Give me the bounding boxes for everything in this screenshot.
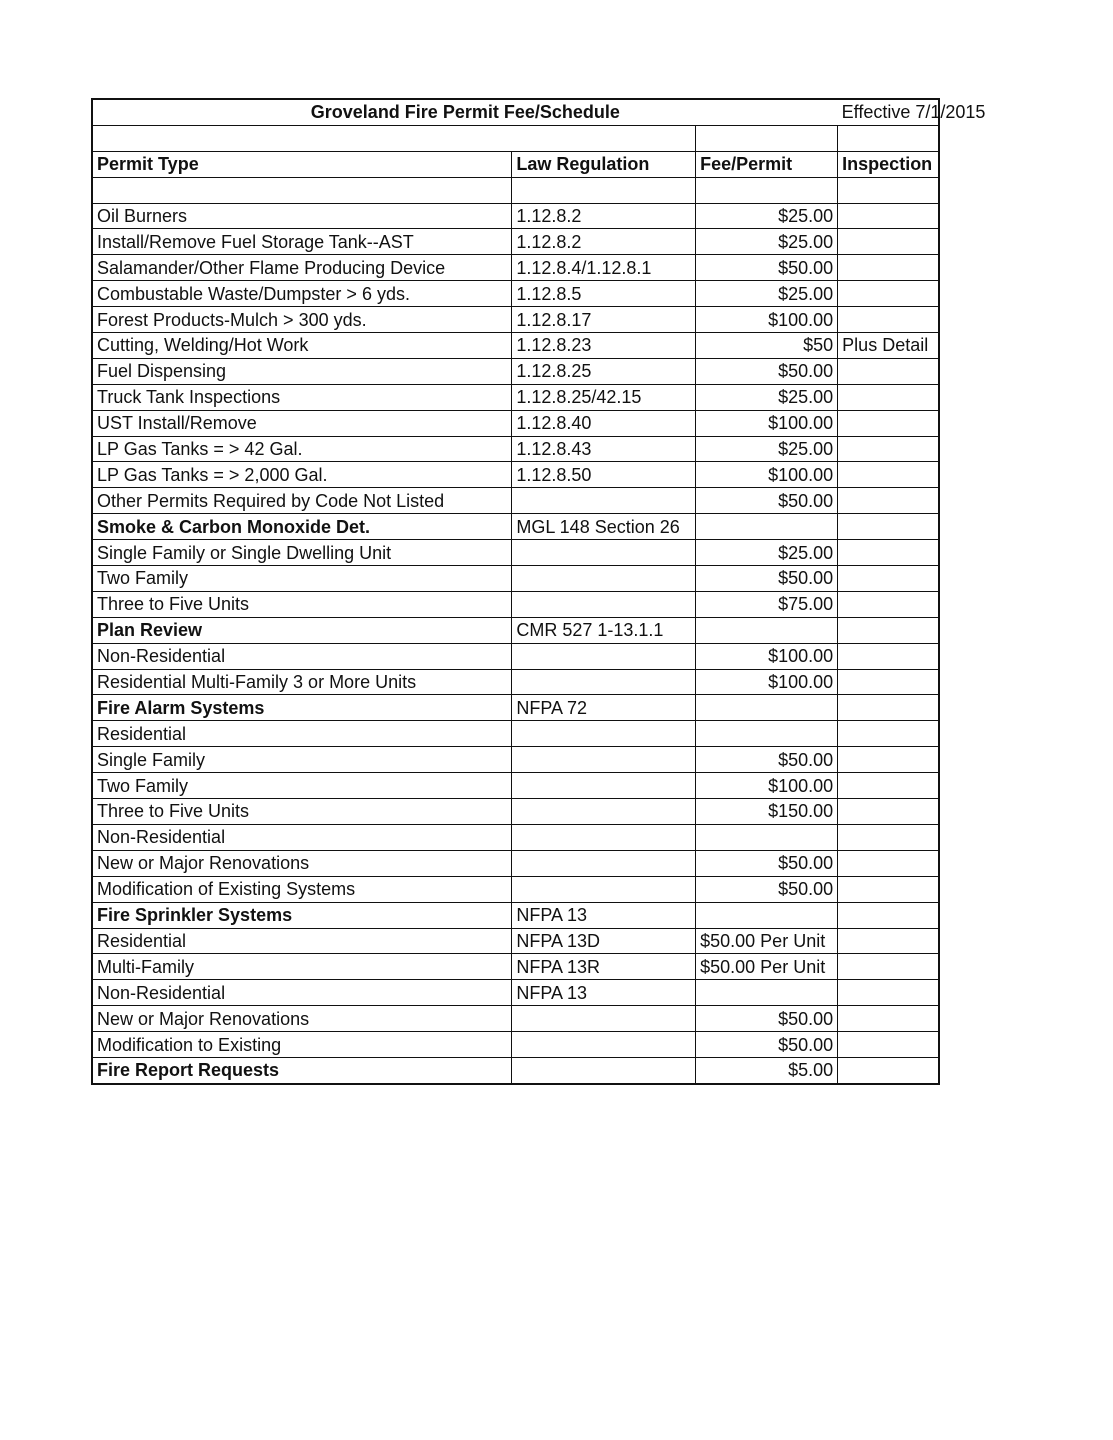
law-regulation-cell: NFPA 13R — [512, 954, 696, 980]
permit-type-cell: Non-Residential — [92, 824, 512, 850]
inspection-cell — [838, 591, 939, 617]
table-row — [92, 902, 939, 928]
permit-type-cell: Fire Alarm Systems — [92, 695, 512, 721]
fee-schedule-table — [91, 98, 986, 1085]
fee-schedule-sheet — [91, 98, 986, 1085]
law-regulation-cell: 1.12.8.25 — [512, 358, 696, 384]
header-law-regulation: Law Regulation — [512, 151, 696, 177]
table-row — [92, 410, 939, 436]
fee-cell: $100.00 — [696, 669, 838, 695]
inspection-cell — [838, 902, 939, 928]
permit-type-cell: Modification of Existing Systems — [92, 876, 512, 902]
law-regulation-cell — [512, 591, 696, 617]
table-row — [92, 695, 939, 721]
table-row — [92, 255, 939, 281]
law-regulation-cell — [512, 488, 696, 514]
inspection-cell — [838, 514, 939, 540]
fee-cell — [696, 721, 838, 747]
table-row — [92, 721, 939, 747]
law-regulation-cell: MGL 148 Section 26 — [512, 514, 696, 540]
permit-type-cell: Modification to Existing — [92, 1032, 512, 1058]
inspection-cell — [838, 669, 939, 695]
table-row — [92, 591, 939, 617]
blank-row — [92, 125, 939, 151]
permit-type-cell: Plan Review — [92, 617, 512, 643]
fee-cell: $25.00 — [696, 229, 838, 255]
table-row — [92, 488, 939, 514]
inspection-cell — [838, 462, 939, 488]
fee-cell — [696, 980, 838, 1006]
law-regulation-cell: 1.12.8.43 — [512, 436, 696, 462]
law-regulation-cell — [512, 540, 696, 566]
fee-cell — [696, 902, 838, 928]
permit-type-cell: LP Gas Tanks = > 42 Gal. — [92, 436, 512, 462]
law-regulation-cell: NFPA 72 — [512, 695, 696, 721]
law-regulation-cell: NFPA 13D — [512, 928, 696, 954]
law-regulation-cell: 1.12.8.5 — [512, 281, 696, 307]
permit-type-cell: Cutting, Welding/Hot Work — [92, 333, 512, 359]
permit-type-cell: Forest Products-Mulch > 300 yds. — [92, 307, 512, 333]
law-regulation-cell: 1.12.8.25/42.15 — [512, 384, 696, 410]
permit-type-cell: Fuel Dispensing — [92, 358, 512, 384]
permit-type-cell: Residential — [92, 928, 512, 954]
table-row — [92, 980, 939, 1006]
permit-type-cell: Single Family or Single Dwelling Unit — [92, 540, 512, 566]
inspection-cell — [838, 1006, 939, 1032]
inspection-cell — [838, 980, 939, 1006]
law-regulation-cell — [512, 799, 696, 825]
law-regulation-cell — [512, 824, 696, 850]
permit-type-cell: Single Family — [92, 747, 512, 773]
permit-type-cell: Salamander/Other Flame Producing Device — [92, 255, 512, 281]
fee-cell: $50.00 — [696, 488, 838, 514]
permit-type-cell: UST Install/Remove — [92, 410, 512, 436]
table-row — [92, 824, 939, 850]
fee-cell: $50 — [696, 333, 838, 359]
permit-type-cell: Residential Multi-Family 3 or More Units — [92, 669, 512, 695]
law-regulation-cell: NFPA 13 — [512, 902, 696, 928]
title-row — [92, 99, 939, 125]
inspection-cell — [838, 799, 939, 825]
law-regulation-cell — [512, 773, 696, 799]
permit-type-cell: LP Gas Tanks = > 2,000 Gal. — [92, 462, 512, 488]
law-regulation-cell: 1.12.8.2 — [512, 203, 696, 229]
permit-type-cell: Oil Burners — [92, 203, 512, 229]
law-regulation-cell — [512, 1006, 696, 1032]
table-row — [92, 850, 939, 876]
law-regulation-cell: 1.12.8.17 — [512, 307, 696, 333]
permit-type-cell: Three to Five Units — [92, 591, 512, 617]
inspection-cell — [838, 410, 939, 436]
inspection-cell — [838, 540, 939, 566]
permit-type-cell: Three to Five Units — [92, 799, 512, 825]
permit-type-cell: Fire Report Requests — [92, 1057, 512, 1083]
table-row — [92, 358, 939, 384]
table-row — [92, 281, 939, 307]
law-regulation-cell — [512, 876, 696, 902]
law-regulation-cell — [512, 850, 696, 876]
law-regulation-cell — [512, 721, 696, 747]
law-regulation-cell: 1.12.8.4/1.12.8.1 — [512, 255, 696, 281]
fee-cell: $25.00 — [696, 384, 838, 410]
fee-cell: $50.00 — [696, 876, 838, 902]
permit-type-cell: Multi-Family — [92, 954, 512, 980]
fee-cell: $75.00 — [696, 591, 838, 617]
table-row — [92, 799, 939, 825]
law-regulation-cell — [512, 1057, 696, 1083]
header-row — [92, 151, 939, 177]
permit-type-cell: Fire Sprinkler Systems — [92, 902, 512, 928]
table-row — [92, 462, 939, 488]
permit-type-cell: Combustable Waste/Dumpster > 6 yds. — [92, 281, 512, 307]
permit-type-cell: New or Major Renovations — [92, 1006, 512, 1032]
law-regulation-cell — [512, 566, 696, 592]
fee-cell: $25.00 — [696, 436, 838, 462]
law-regulation-cell — [512, 747, 696, 773]
fee-cell: $25.00 — [696, 203, 838, 229]
inspection-cell — [838, 203, 939, 229]
fee-cell: $50.00 Per Unit — [696, 928, 838, 954]
law-regulation-cell: 1.12.8.50 — [512, 462, 696, 488]
inspection-cell — [838, 436, 939, 462]
fee-cell: $50.00 — [696, 255, 838, 281]
inspection-cell — [838, 954, 939, 980]
table-row — [92, 1032, 939, 1058]
permit-type-cell: Residential — [92, 721, 512, 747]
table-row — [92, 307, 939, 333]
header-fee-permit: Fee/Permit — [696, 151, 838, 177]
inspection-cell — [838, 281, 939, 307]
fee-cell — [696, 617, 838, 643]
header-permit-type: Permit Type — [92, 151, 512, 177]
permit-type-cell: Smoke & Carbon Monoxide Det. — [92, 514, 512, 540]
table-row — [92, 514, 939, 540]
law-regulation-cell — [512, 669, 696, 695]
law-regulation-cell: 1.12.8.2 — [512, 229, 696, 255]
fee-cell — [696, 514, 838, 540]
permit-type-cell: Non-Residential — [92, 980, 512, 1006]
inspection-cell — [838, 824, 939, 850]
inspection-cell — [838, 229, 939, 255]
fee-cell: $100.00 — [696, 643, 838, 669]
inspection-cell — [838, 384, 939, 410]
fee-cell — [696, 695, 838, 721]
table-row — [92, 540, 939, 566]
inspection-cell — [838, 928, 939, 954]
fee-cell: $100.00 — [696, 307, 838, 333]
table-row — [92, 747, 939, 773]
fee-cell: $25.00 — [696, 540, 838, 566]
inspection-cell — [838, 721, 939, 747]
table-row — [92, 669, 939, 695]
fee-cell — [696, 824, 838, 850]
permit-type-cell: Install/Remove Fuel Storage Tank--AST — [92, 229, 512, 255]
table-row — [92, 203, 939, 229]
law-regulation-cell — [512, 1032, 696, 1058]
law-regulation-cell: CMR 527 1-13.1.1 — [512, 617, 696, 643]
inspection-cell — [838, 307, 939, 333]
table-row — [92, 1006, 939, 1032]
fee-cell: $100.00 — [696, 773, 838, 799]
fee-cell: $100.00 — [696, 462, 838, 488]
permit-type-cell: Truck Tank Inspections — [92, 384, 512, 410]
permit-type-cell: Two Family — [92, 566, 512, 592]
inspection-cell — [838, 773, 939, 799]
law-regulation-cell — [512, 643, 696, 669]
table-row — [92, 1057, 939, 1083]
fee-cell: $50.00 — [696, 358, 838, 384]
law-regulation-cell: NFPA 13 — [512, 980, 696, 1006]
blank-row — [92, 177, 939, 203]
permit-type-cell: New or Major Renovations — [92, 850, 512, 876]
permit-type-cell: Non-Residential — [92, 643, 512, 669]
table-row — [92, 773, 939, 799]
law-regulation-cell: 1.12.8.40 — [512, 410, 696, 436]
fee-cell: $150.00 — [696, 799, 838, 825]
table-row — [92, 617, 939, 643]
inspection-cell — [838, 747, 939, 773]
fee-cell: $50.00 — [696, 747, 838, 773]
table-row — [92, 954, 939, 980]
inspection-cell — [838, 617, 939, 643]
effective-date: Effective 7/1/2015 — [838, 99, 939, 125]
table-row — [92, 229, 939, 255]
permit-type-cell: Two Family — [92, 773, 512, 799]
fee-cell: $50.00 Per Unit — [696, 954, 838, 980]
inspection-cell — [838, 566, 939, 592]
table-row — [92, 566, 939, 592]
law-regulation-cell: 1.12.8.23 — [512, 333, 696, 359]
table-row — [92, 928, 939, 954]
fee-cell: $50.00 — [696, 566, 838, 592]
inspection-cell — [838, 488, 939, 514]
inspection-cell — [838, 1032, 939, 1058]
inspection-cell — [838, 1057, 939, 1083]
fee-cell: $25.00 — [696, 281, 838, 307]
table-row — [92, 384, 939, 410]
fee-cell: $100.00 — [696, 410, 838, 436]
inspection-cell — [838, 850, 939, 876]
inspection-cell — [838, 643, 939, 669]
table-row — [92, 436, 939, 462]
fee-cell: $50.00 — [696, 1006, 838, 1032]
document-title: Groveland Fire Permit Fee/Schedule — [92, 99, 838, 125]
inspection-cell — [838, 876, 939, 902]
permit-type-cell: Other Permits Required by Code Not Listed — [92, 488, 512, 514]
fee-cell: $5.00 — [696, 1057, 838, 1083]
inspection-cell — [838, 695, 939, 721]
inspection-cell — [838, 358, 939, 384]
inspection-cell: Plus Detail — [838, 333, 939, 359]
header-inspection: Inspection — [838, 151, 939, 177]
table-row — [92, 333, 939, 359]
fee-cell: $50.00 — [696, 850, 838, 876]
inspection-cell — [838, 255, 939, 281]
table-row — [92, 876, 939, 902]
table-row — [92, 643, 939, 669]
fee-cell: $50.00 — [696, 1032, 838, 1058]
